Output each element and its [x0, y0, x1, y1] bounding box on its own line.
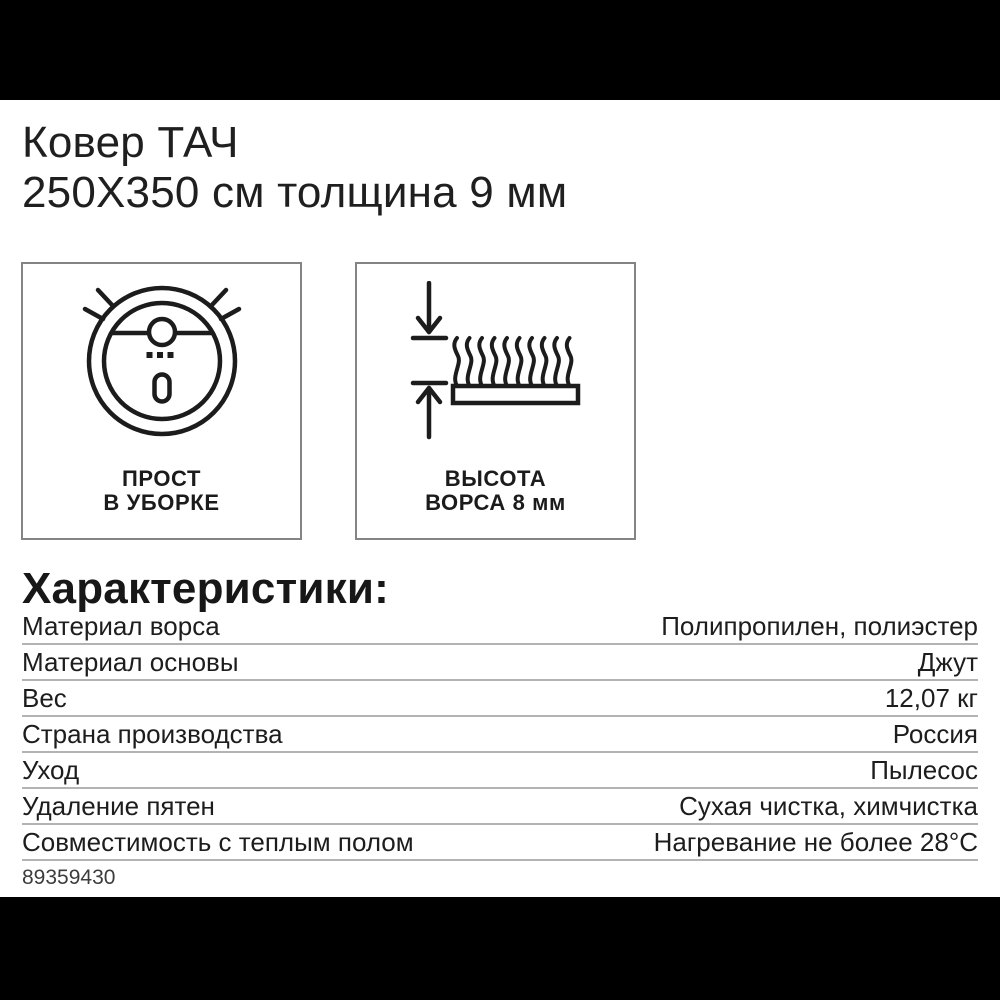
spec-value: 12,07 кг [884, 683, 978, 713]
spec-value: Нагревание не более 28°С [653, 827, 978, 857]
spec-label: Уход [22, 755, 80, 785]
spec-label: Страна производства [22, 719, 283, 749]
letterbox-top [0, 0, 1000, 100]
badge-pile-height [355, 262, 636, 540]
spec-value: Пылесос [870, 755, 978, 785]
spec-row-pile-material [22, 609, 978, 645]
spec-value: Полипропилен, полиэстер [661, 611, 978, 641]
spec-row-base-material [22, 645, 978, 681]
spec-row-care [22, 753, 978, 789]
spec-label: Вес [22, 683, 67, 713]
spec-row-stain-removal [22, 789, 978, 825]
badge-easy-cleaning-label [23, 467, 300, 515]
product-sheet [0, 100, 1000, 897]
badge-pile-height-label [357, 467, 634, 515]
spec-label: Совместимость с теплым полом [22, 827, 414, 857]
pile-height-icon [361, 281, 601, 441]
specs-table [22, 609, 978, 861]
badge-easy-cleaning-label-line1: ПРОСТ [121, 466, 202, 491]
spec-label: Материал основы [22, 647, 239, 677]
spec-value: Джут [917, 647, 978, 677]
robot-vacuum-icon [82, 280, 242, 440]
badge-easy-cleaning [21, 262, 302, 540]
badge-pile-height-label-line2: ВОРСА 8 мм [425, 490, 566, 515]
specs-heading: Характеристики: [22, 564, 389, 613]
spec-label: Материал ворса [22, 611, 220, 641]
product-title [22, 118, 567, 218]
badge-pile-height-label-line1: ВЫСОТА [444, 466, 547, 491]
spec-row-floor-heating [22, 825, 978, 861]
item-code: 89359430 [22, 866, 116, 889]
spec-row-country [22, 717, 978, 753]
spec-value: Сухая чистка, химчистка [679, 791, 978, 821]
product-title-line1: Ковер ТАЧ [22, 118, 239, 167]
product-title-line2: 250Х350 см толщина 9 мм [22, 168, 568, 217]
spec-label: Удаление пятен [22, 791, 215, 821]
letterbox-bottom [0, 897, 1000, 1000]
spec-row-weight [22, 681, 978, 717]
badge-easy-cleaning-label-line2: В УБОРКЕ [103, 490, 220, 515]
spec-value: Россия [892, 719, 978, 749]
